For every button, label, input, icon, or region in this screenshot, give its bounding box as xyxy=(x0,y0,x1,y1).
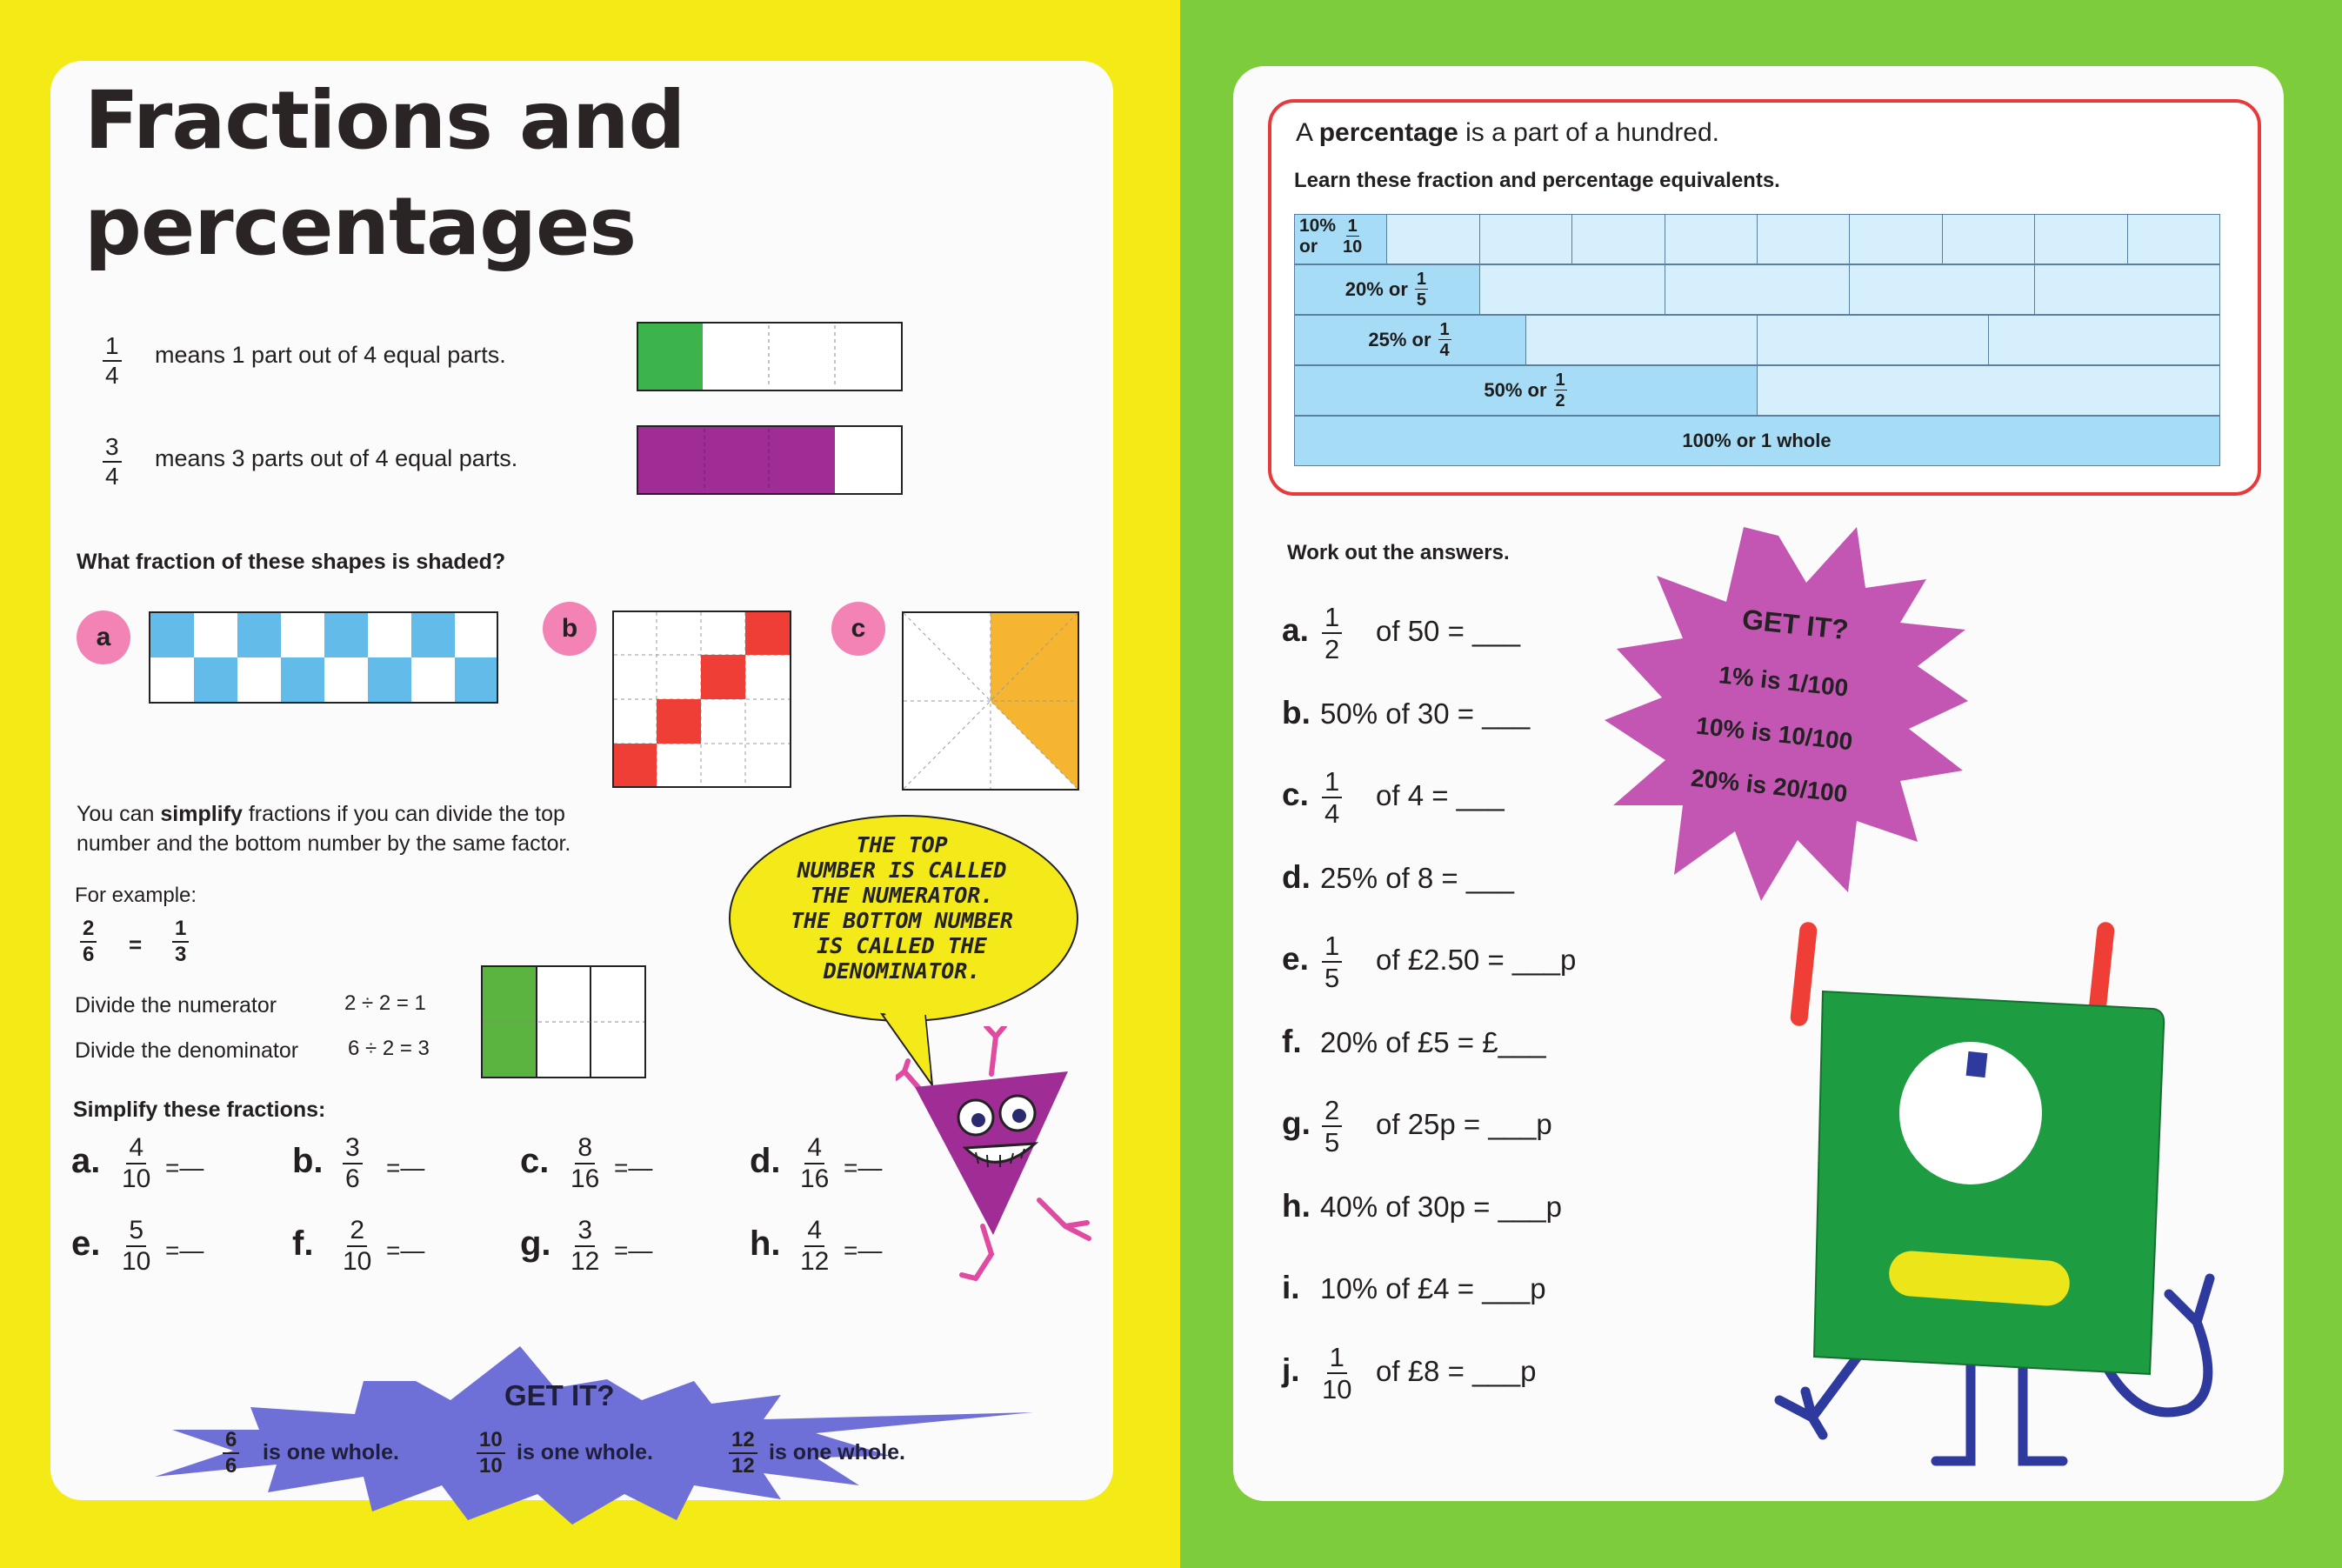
answer-item-label: h. xyxy=(1282,1187,1311,1224)
fraction xyxy=(1322,1097,1342,1156)
work-heading: Work out the answers. xyxy=(1287,541,1510,564)
equivalents-cell xyxy=(1525,315,1758,365)
equivalents-label: 100% or 1 whole xyxy=(1682,430,1832,451)
numerator: 1 xyxy=(103,334,122,362)
numerator: 4 xyxy=(804,1135,824,1164)
example-fraction-2 xyxy=(103,435,122,489)
shape-label-a: a xyxy=(77,611,130,664)
fraction xyxy=(1322,768,1342,827)
divide-numerator-label: Divide the numerator xyxy=(75,993,277,1018)
answer-item-text[interactable]: of 50 = ___ xyxy=(1376,615,1521,647)
answer-blank[interactable]: =— xyxy=(165,1237,204,1264)
for-example-label: For example: xyxy=(75,884,197,907)
title-line-1: Fractions and xyxy=(84,74,685,167)
fraction xyxy=(343,1218,371,1275)
get-it-burst-right xyxy=(1605,527,1970,905)
equivalents-cell xyxy=(1988,315,2220,365)
answer-item-label: d. xyxy=(1282,858,1311,895)
example-text-2: means 3 parts out of 4 equal parts. xyxy=(155,445,518,471)
denominator: 12 xyxy=(570,1247,600,1276)
numerator: 6 xyxy=(223,1430,239,1454)
answer-item-text[interactable]: 20% of £5 = £___ xyxy=(1320,1025,1546,1058)
get-it-left-item: is one whole. xyxy=(263,1440,399,1465)
percentage-intro: A percentage is a part of a hundred. xyxy=(1296,118,1719,147)
get-it-title-left: GET IT? xyxy=(504,1379,615,1411)
fraction xyxy=(800,1135,829,1192)
shaded-heading: What fraction of these shapes is shaded? xyxy=(77,550,506,574)
simplify-item-label: e. xyxy=(71,1224,101,1263)
shape-label-b: b xyxy=(543,602,597,656)
equivalents-label: 50% or $\frac{1}{2}$ xyxy=(1484,370,1565,410)
denominator: 5 xyxy=(1324,963,1340,993)
answer-item-text[interactable]: 25% of 8 = ___ xyxy=(1320,861,1514,894)
fraction xyxy=(122,1218,150,1275)
fraction xyxy=(122,1135,150,1192)
equivalents-row xyxy=(1294,214,2219,264)
denominator: 10 xyxy=(479,1454,503,1478)
example-fraction-1 xyxy=(103,334,122,388)
equivalents-label: 10% or $\frac{1}{10}$ xyxy=(1299,216,1363,257)
answer-item-label: a. xyxy=(1282,612,1309,648)
denominator: 12 xyxy=(731,1454,755,1478)
equivalents-cell xyxy=(2034,264,2220,315)
equivalents-cell xyxy=(1479,264,1665,315)
simplify-item-label: h. xyxy=(750,1224,781,1263)
fraction xyxy=(223,1430,239,1477)
denominator: 6 xyxy=(345,1164,360,1193)
equivalents-row xyxy=(1294,365,2219,416)
equivalents-cell xyxy=(1757,214,1850,264)
third-grid xyxy=(481,965,646,1083)
shape-c-octants xyxy=(902,611,1079,795)
answer-item-text[interactable]: 50% of 30 = ___ xyxy=(1320,697,1531,730)
answer-item xyxy=(1282,941,1309,977)
equivalents-cell xyxy=(1942,214,2035,264)
simplify-item-label: c. xyxy=(520,1142,550,1180)
answer-item xyxy=(1282,859,1311,896)
denominator: 4 xyxy=(105,362,119,389)
answer-blank[interactable]: =— xyxy=(165,1154,204,1181)
quarter-bar-1 xyxy=(637,322,903,396)
title-line-2: percentages xyxy=(84,180,637,273)
simplify-item-label: d. xyxy=(750,1142,781,1180)
numerator: 2 xyxy=(347,1218,367,1247)
equivalents-row xyxy=(1294,315,2219,365)
get-it-title-right: GET IT? xyxy=(1740,603,1851,646)
equivalents-cell xyxy=(1571,214,1665,264)
shape-label-c: c xyxy=(831,602,885,656)
denominator: 4 xyxy=(1324,798,1340,829)
fraction: $\frac{1}{2}$ xyxy=(1555,370,1565,410)
numerator: 1 xyxy=(1322,604,1342,634)
fraction xyxy=(477,1430,505,1477)
answer-item xyxy=(1282,1188,1311,1224)
numerator: 10 xyxy=(477,1430,505,1454)
equivalents-table xyxy=(1294,214,2219,466)
numerator: 3 xyxy=(103,435,122,463)
numerator: 5 xyxy=(126,1218,146,1247)
denominator: 10 xyxy=(122,1247,151,1276)
numerator: 4 xyxy=(804,1218,824,1247)
numerator: 1 xyxy=(1322,932,1342,963)
equivalents-cell xyxy=(1757,315,1989,365)
answer-item-text[interactable]: 10% of £4 = ___p xyxy=(1320,1272,1546,1304)
example-frac-1-3: $\frac{1}{3}$ xyxy=(172,918,189,965)
fraction: $\frac{1}{5}$ xyxy=(1416,270,1427,310)
answer-item-text[interactable]: of 25p = ___p xyxy=(1376,1108,1552,1140)
answer-item-text[interactable]: of £2.50 = ___p xyxy=(1376,944,1577,976)
numerator: 3 xyxy=(575,1218,595,1247)
divide-numerator-calc: 2 ÷ 2 = 1 xyxy=(344,991,426,1015)
answer-item xyxy=(1282,695,1311,731)
simplify-item-label: b. xyxy=(292,1142,324,1180)
equivalents-cell xyxy=(1479,214,1572,264)
equivalents-row xyxy=(1294,264,2219,315)
answer-blank[interactable]: =— xyxy=(844,1154,883,1181)
answer-item xyxy=(1282,1024,1302,1060)
get-it-right-item-2: 10% is 10/100 xyxy=(1694,711,1854,756)
answer-item-label: i. xyxy=(1282,1270,1300,1305)
simplify-intro-line-2: number and the bottom number by the same factor. xyxy=(77,831,571,856)
divide-denominator-label: Divide the denominator xyxy=(75,1038,299,1063)
answer-item xyxy=(1282,612,1309,649)
fraction xyxy=(1322,932,1342,991)
equals-sign: = xyxy=(129,931,143,957)
fraction: $\frac{1}{4}$ xyxy=(1439,320,1450,360)
answer-blank[interactable]: =— xyxy=(386,1237,425,1264)
fraction xyxy=(1322,604,1342,663)
fraction xyxy=(729,1430,757,1477)
equivalents-row xyxy=(1294,416,2219,466)
simplify-item-label: f. xyxy=(292,1224,314,1263)
denominator: 12 xyxy=(800,1247,830,1276)
answer-blank[interactable]: =— xyxy=(614,1237,653,1264)
fraction xyxy=(1322,1341,1352,1405)
green-monster-illustration xyxy=(1771,904,2258,1483)
speech-bubble-text: THE TOP NUMBER IS CALLED THE NUMERATOR. THE BOTTOM NUMBER IS CALLED THE DENOMINATOR. xyxy=(791,832,1013,984)
numerator: 4 xyxy=(126,1135,146,1164)
shape-b-grid xyxy=(612,611,791,792)
denominator: 6 xyxy=(225,1454,237,1478)
answer-blank[interactable]: =— xyxy=(844,1237,883,1264)
denominator: 10 xyxy=(1322,1373,1352,1405)
answer-item-label: f. xyxy=(1282,1023,1302,1059)
shape-a-checker xyxy=(149,611,498,708)
denominator: 10 xyxy=(122,1164,151,1193)
answer-item-label: g. xyxy=(1282,1105,1311,1141)
numerator: 3 xyxy=(343,1135,363,1164)
quarter-bar-2 xyxy=(637,425,903,499)
answer-blank[interactable]: =— xyxy=(386,1154,425,1181)
numerator: 1 xyxy=(1322,768,1342,798)
equivalents-cell xyxy=(2127,214,2220,264)
denominator: 4 xyxy=(105,463,119,490)
numerator: 12 xyxy=(729,1430,757,1454)
numerator: 1 xyxy=(1327,1344,1347,1374)
example-text-1: means 1 part out of 4 equal parts. xyxy=(155,342,506,368)
equivalents-cell xyxy=(1665,264,1851,315)
answer-item-label: c. xyxy=(1282,777,1309,812)
get-it-right-item-1: 1% is 1/100 xyxy=(1717,661,1850,702)
equivalents-label: 20% or $\frac{1}{5}$ xyxy=(1344,270,1427,310)
fraction xyxy=(800,1218,829,1275)
denominator: 5 xyxy=(1324,1127,1340,1158)
denominator: 16 xyxy=(570,1164,600,1193)
get-it-left-item: is one whole. xyxy=(769,1440,905,1465)
numerator: 2 xyxy=(1322,1097,1342,1127)
page-title xyxy=(84,68,684,280)
fraction xyxy=(570,1135,599,1192)
simplify-intro-line-1: You can simplify fractions if you can divide the top xyxy=(77,802,565,826)
answer-item-text[interactable]: of £8 = ___p xyxy=(1376,1354,1537,1387)
equivalents-cell xyxy=(1757,365,2220,416)
learn-heading: Learn these fraction and percentage equivalents. xyxy=(1294,169,1780,192)
equivalents-label: 25% or $\frac{1}{4}$ xyxy=(1368,320,1450,360)
triangle-monster-illustration xyxy=(896,1026,1096,1291)
answer-item-text[interactable]: 40% of 30p = ___p xyxy=(1320,1190,1562,1223)
fraction xyxy=(343,1135,363,1192)
equivalents-cell xyxy=(1849,214,1942,264)
denominator: 16 xyxy=(800,1164,830,1193)
simplify-heading: Simplify these fractions: xyxy=(73,1098,326,1122)
answer-item-label: j. xyxy=(1282,1351,1300,1388)
get-it-right-item-3: 20% is 20/100 xyxy=(1689,764,1849,808)
answer-item xyxy=(1282,1105,1311,1142)
answer-item xyxy=(1282,1352,1300,1389)
denominator: 10 xyxy=(343,1247,372,1276)
fraction xyxy=(570,1218,599,1275)
answer-item xyxy=(1282,777,1309,813)
simplify-item-label: a. xyxy=(71,1142,101,1180)
answer-blank[interactable]: =— xyxy=(614,1154,653,1181)
equivalents-cell xyxy=(1386,214,1479,264)
denominator: 2 xyxy=(1324,634,1340,664)
answer-item-label: e. xyxy=(1282,941,1309,977)
equivalents-cell xyxy=(1849,264,2035,315)
equivalents-cell xyxy=(2034,214,2127,264)
answer-item xyxy=(1282,1270,1300,1306)
fraction: $\frac{1}{10}$ xyxy=(1343,217,1363,257)
example-frac-2-6: $\frac{2}{6}$ xyxy=(80,918,97,965)
divide-denominator-calc: 6 ÷ 2 = 3 xyxy=(348,1037,430,1060)
numerator: 8 xyxy=(575,1135,595,1164)
equivalents-cell xyxy=(1665,214,1758,264)
answer-item-label: b. xyxy=(1282,694,1311,731)
answer-item-text[interactable]: of 4 = ___ xyxy=(1376,779,1505,811)
get-it-left-item: is one whole. xyxy=(517,1440,653,1465)
simplify-item-label: g. xyxy=(520,1224,551,1263)
